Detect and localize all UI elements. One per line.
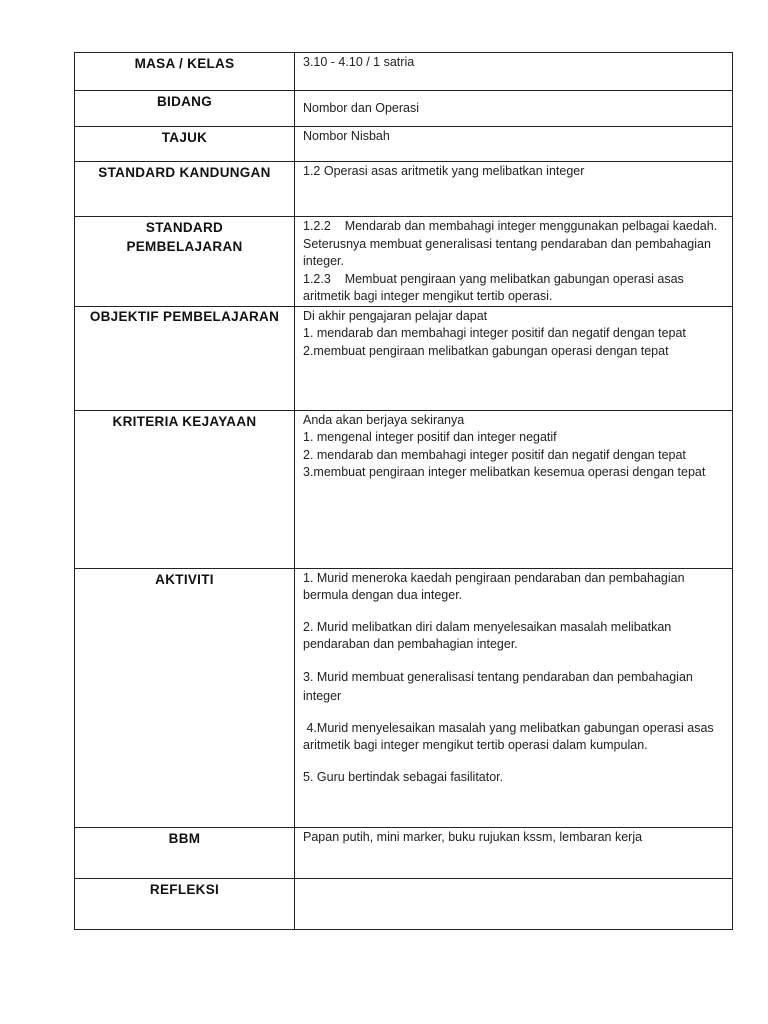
value-standard-pembelajaran: 1.2.2 Mendarab dan membahagi integer menggunakan pelbagai kaedah. Seterusnya membuat generalisasi tentang pendaraban dan pembahagian integer. 1.2.3 Membuat pengiraan yang melibatkan gabungan operasi asas aritmetik bagi integer mengikut tertib operasi. — [295, 217, 733, 307]
label-masa-kelas: MASA / KELAS — [75, 53, 295, 91]
row-objektif-pembelajaran — [75, 306, 733, 410]
value-objektif-pembelajaran: Di akhir pengajaran pelajar dapat 1. mendarab dan membahagi integer positif dan negatif dengan tepat 2.membuat pengiraan melibatkan gabungan operasi dengan tepat — [295, 306, 733, 410]
value-refleksi — [295, 878, 733, 929]
label-tajuk: TAJUK — [75, 127, 295, 162]
row-standard-kandungan — [75, 162, 733, 217]
label-standard-pembelajaran: STANDARD PEMBELAJARAN — [75, 217, 295, 307]
value-bidang: Nombor dan Operasi — [295, 91, 733, 127]
value-kriteria-kejayaan: Anda akan berjaya sekiranya 1. mengenal integer positif dan integer negatif 2. mendarab dan membahagi integer positif dan negatif dengan tepat 3.membuat pengiraan integer melibatkan kesemua operasi dengan tepat — [295, 410, 733, 568]
row-tajuk — [75, 127, 733, 162]
row-standard-pembelajaran — [75, 217, 733, 307]
label-objektif-pembelajaran: OBJEKTIF PEMBELAJARAN — [75, 306, 295, 410]
row-aktiviti — [75, 568, 733, 827]
value-masa-kelas: 3.10 - 4.10 / 1 satria — [295, 53, 733, 91]
value-aktiviti: 1. Murid meneroka kaedah pengiraan pendaraban dan pembahagian bermula dengan dua integer. 2. Murid melibatkan diri dalam menyelesaikan masalah melibatkan pendaraban dan pembahagian integer. 3. Murid membuat generalisasi tentang pendaraban dan pembahagian integer 4.Murid menyelesaikan masalah yang melibatkan gabungan operasi asas aritmetik bagi integer mengikut tertib operasi dalam kumpulan. 5. Guru bertindak sebagai fasilitator. — [295, 568, 733, 827]
label-kriteria-kejayaan: KRITERIA KEJAYAAN — [75, 410, 295, 568]
lesson-plan-table — [74, 52, 733, 930]
label-aktiviti: AKTIVITI — [75, 568, 295, 827]
row-refleksi — [75, 878, 733, 929]
row-kriteria-kejayaan — [75, 410, 733, 568]
row-bidang — [75, 91, 733, 127]
row-masa-kelas — [75, 53, 733, 91]
value-bbm: Papan putih, mini marker, buku rujukan kssm, lembaran kerja — [295, 827, 733, 878]
value-standard-kandungan: 1.2 Operasi asas aritmetik yang melibatkan integer — [295, 162, 733, 217]
label-bidang: BIDANG — [75, 91, 295, 127]
label-standard-kandungan: STANDARD KANDUNGAN — [75, 162, 295, 217]
label-bbm: BBM — [75, 827, 295, 878]
label-refleksi: REFLEKSI — [75, 878, 295, 929]
row-bbm — [75, 827, 733, 878]
value-tajuk: Nombor Nisbah — [295, 127, 733, 162]
